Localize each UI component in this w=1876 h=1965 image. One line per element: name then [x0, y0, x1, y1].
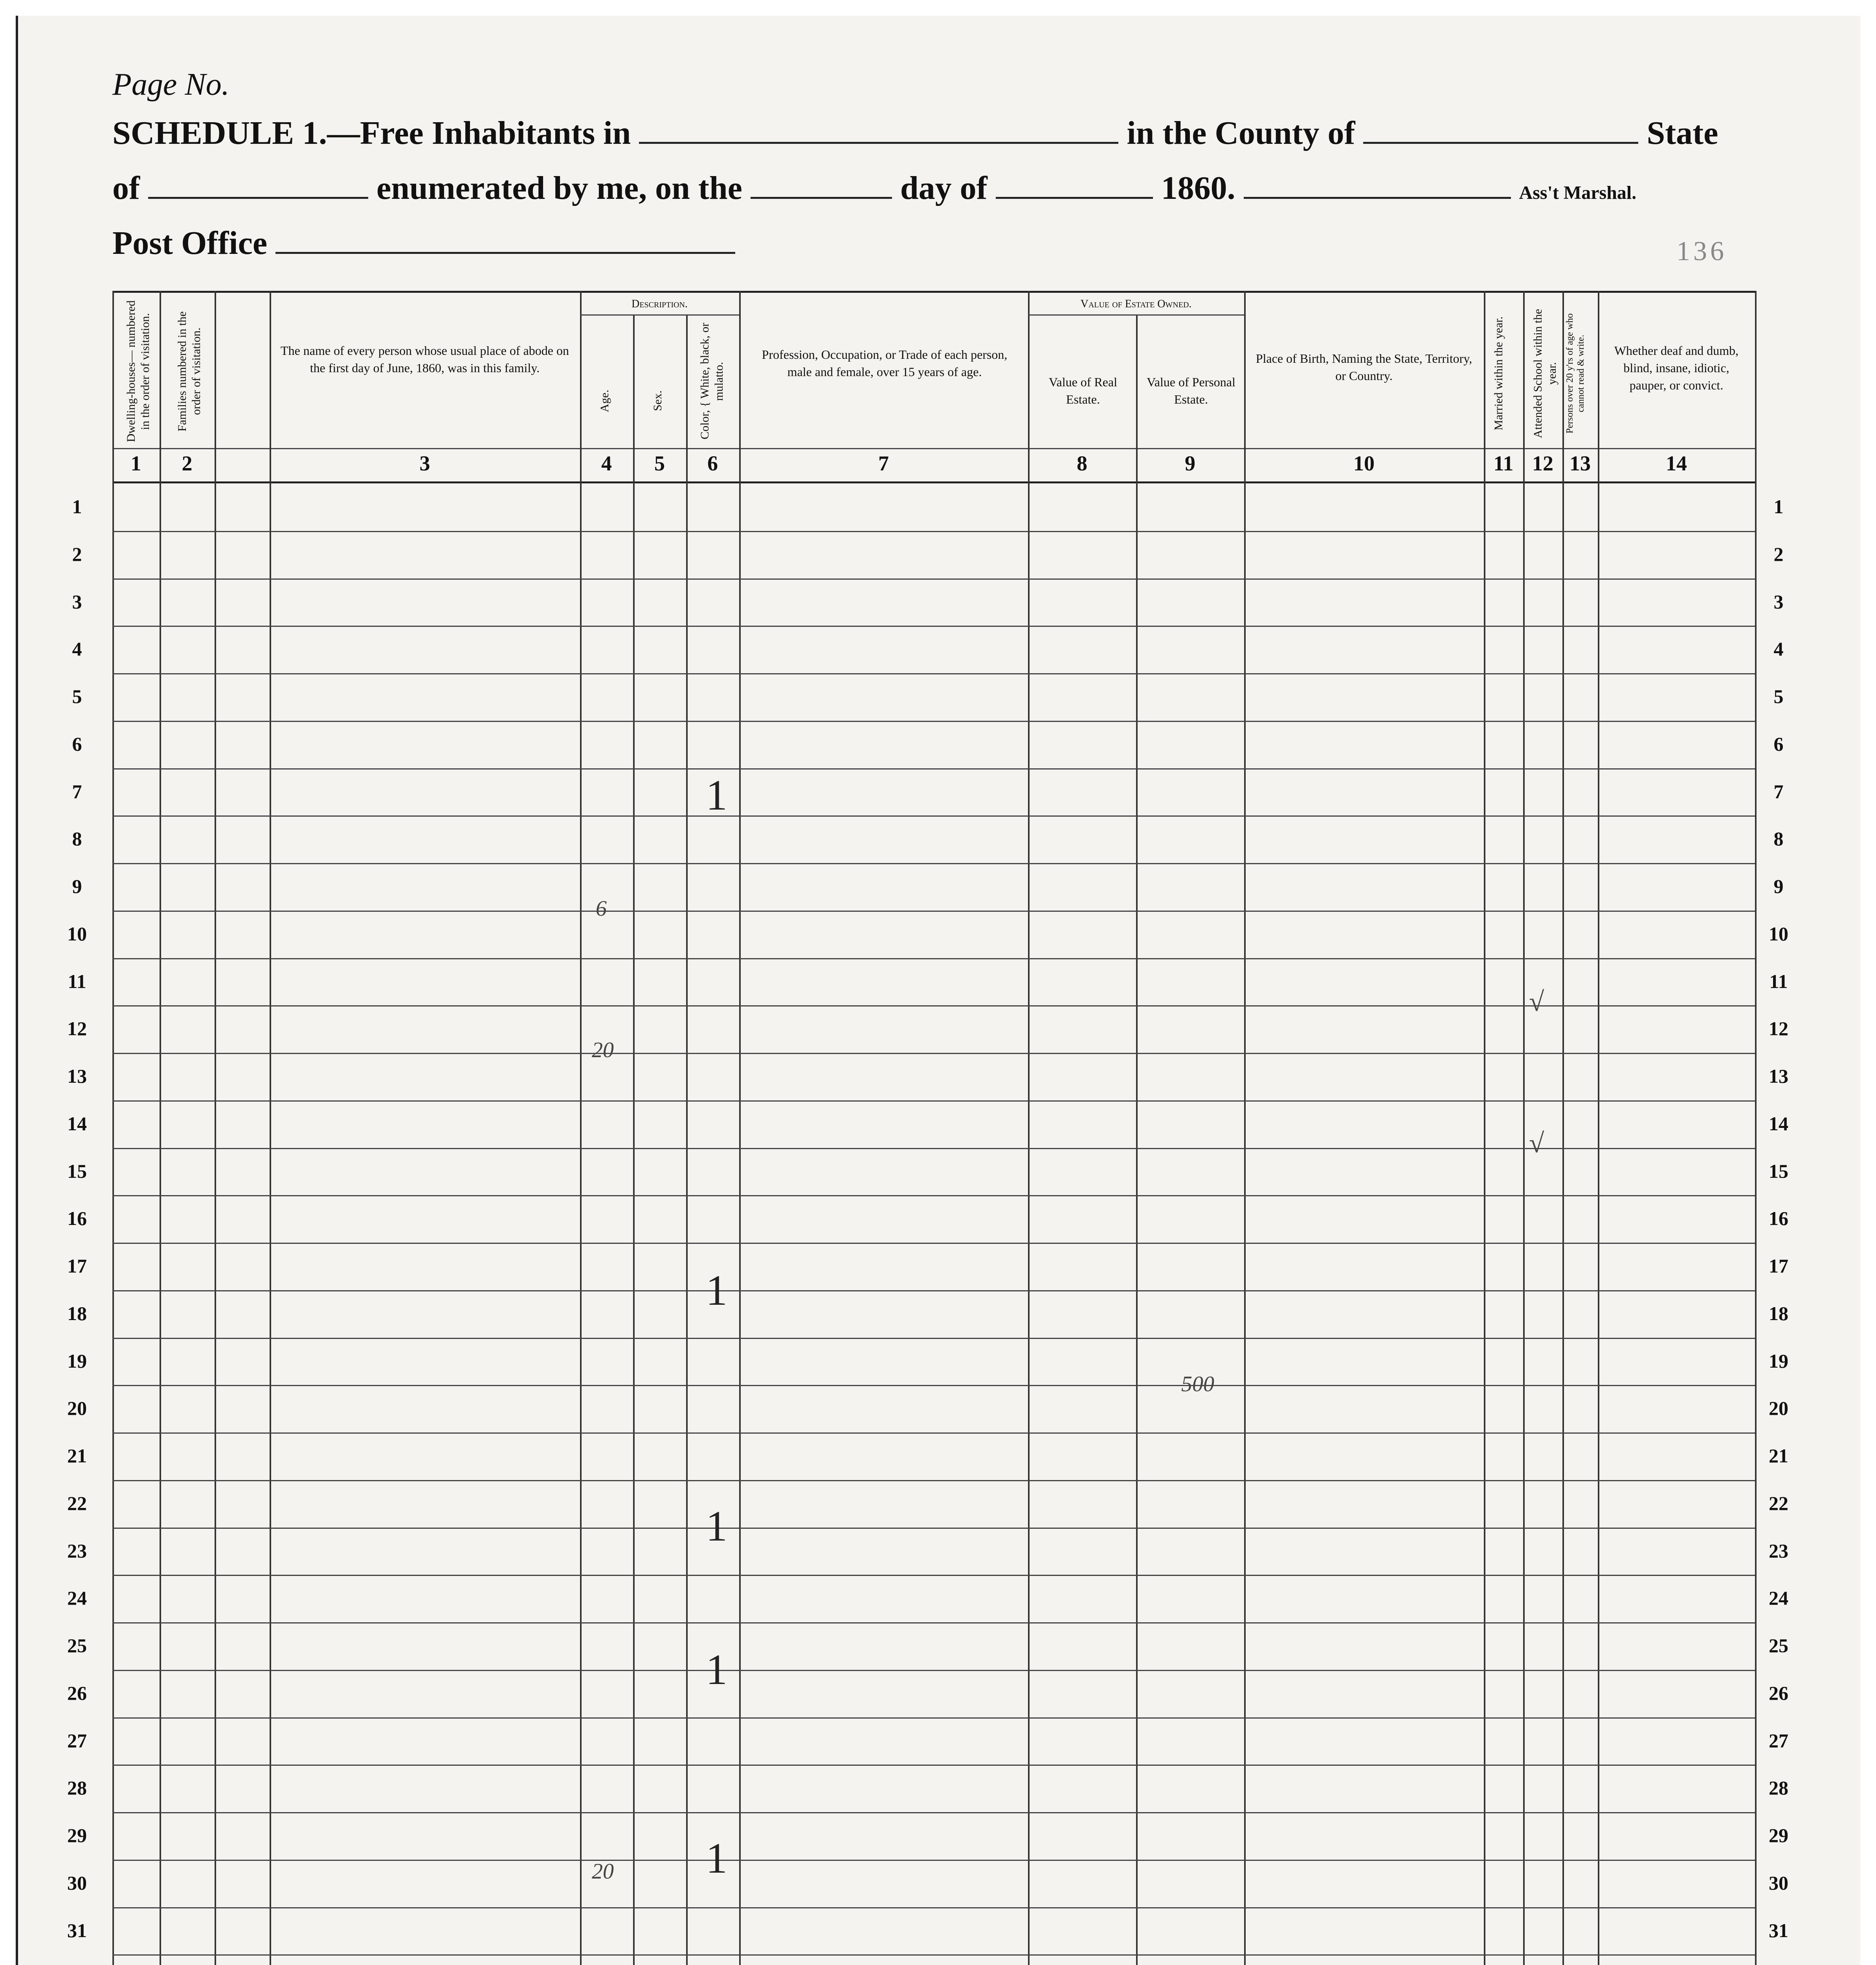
schedule-title: SCHEDULE 1.—Free Inhabitants in — [112, 115, 631, 151]
census-sheet — [16, 16, 1860, 1965]
row-number-right: 1 — [1773, 496, 1784, 518]
table-top-border — [112, 291, 1755, 293]
header-color: Color, { White, black, or mulatto. — [698, 323, 725, 440]
col-line-3 — [270, 291, 271, 1965]
row-number-left: 19 — [67, 1350, 87, 1372]
entry-r12-age[interactable]: 20 — [592, 1038, 614, 1062]
header-married: Married within the year. — [1492, 316, 1505, 430]
col-line-4 — [580, 291, 582, 1965]
page-number-label: Page No. — [112, 67, 229, 102]
row-number-left: 11 — [68, 970, 86, 992]
row-number-left: 29 — [67, 1824, 87, 1846]
row-number-left: 7 — [72, 780, 82, 803]
header-illiterate: Persons over 20 y'rs of age who cannot read & write. — [1565, 313, 1586, 433]
row-number-left: 8 — [72, 828, 82, 850]
colnum-1: 1 — [130, 452, 141, 475]
row-number-left: 17 — [67, 1255, 87, 1277]
row-line — [112, 1765, 1755, 1766]
header-dwelling: Dwelling-houses— numbered in the order of visitation. — [125, 300, 152, 443]
row-line — [112, 1243, 1755, 1244]
colnum-10: 10 — [1353, 452, 1375, 475]
color-tick-r22: 1 — [706, 1502, 727, 1550]
row-number-right: 23 — [1769, 1539, 1788, 1562]
row-number-left: 15 — [67, 1160, 87, 1182]
row-number-left: 18 — [67, 1302, 87, 1324]
entry-r9-age[interactable]: 6 — [596, 896, 607, 921]
col-line-12 — [1523, 291, 1525, 1965]
col-line-8 — [1028, 291, 1030, 1965]
colnum-12: 12 — [1532, 452, 1553, 475]
row-line — [112, 1575, 1755, 1576]
row-line — [112, 531, 1755, 532]
color-tick-r7: 1 — [706, 771, 727, 819]
row-line — [112, 626, 1755, 627]
colnum-4: 4 — [601, 452, 612, 475]
row-number-left: 28 — [67, 1777, 87, 1799]
serial-number: 136 — [1676, 236, 1727, 266]
row-line — [112, 1290, 1755, 1291]
header-real-estate: Value of Real Estate. — [1048, 375, 1118, 406]
color-tick-r25: 1 — [706, 1645, 727, 1693]
row-line — [112, 815, 1755, 817]
row-number-right: 15 — [1769, 1160, 1788, 1182]
row-number-left: 13 — [67, 1065, 87, 1087]
colnum-14: 14 — [1666, 452, 1687, 475]
row-line — [112, 1432, 1755, 1434]
row-number-right: 28 — [1769, 1777, 1788, 1799]
row-number-left: 30 — [67, 1871, 87, 1894]
row-number-right: 20 — [1769, 1397, 1788, 1420]
row-line — [112, 1195, 1755, 1196]
row-number-left: 14 — [67, 1112, 87, 1135]
row-line — [112, 1100, 1755, 1102]
header-family: Families numbered in the order of visitation. — [176, 311, 203, 432]
row-number-right: 17 — [1769, 1255, 1788, 1277]
row-number-left: 10 — [67, 922, 87, 945]
row-number-right: 12 — [1769, 1017, 1788, 1040]
row-line — [112, 1385, 1755, 1386]
row-line — [112, 1528, 1755, 1529]
row-number-left: 21 — [67, 1445, 87, 1467]
header-sex: Sex. — [651, 390, 664, 411]
row-number-left: 12 — [67, 1017, 87, 1040]
col-line-13 — [1562, 291, 1564, 1965]
row-number-right: 8 — [1773, 828, 1784, 850]
row-number-right: 6 — [1773, 733, 1784, 755]
row-number-right: 18 — [1769, 1302, 1788, 1324]
row-number-left: 5 — [72, 685, 82, 707]
colnum-5: 5 — [654, 452, 665, 475]
row-line — [112, 863, 1755, 864]
row-number-right: 21 — [1769, 1445, 1788, 1467]
row-number-right: 5 — [1773, 685, 1784, 707]
row-number-left: 9 — [72, 875, 82, 897]
day-of-label: day of — [900, 170, 988, 206]
col-line-2 — [215, 291, 216, 1965]
row-line — [112, 578, 1755, 580]
header-bottom-border — [112, 448, 1755, 449]
row-line — [112, 1622, 1755, 1623]
row-number-right: 19 — [1769, 1350, 1788, 1372]
row-number-left: 27 — [67, 1729, 87, 1752]
row-number-left: 4 — [72, 638, 82, 660]
header-personal-estate: Value of Personal Estate. — [1147, 375, 1235, 406]
row-number-left: 20 — [67, 1397, 87, 1420]
row-number-right: 16 — [1769, 1207, 1788, 1230]
post-office-label: Post Office — [112, 225, 268, 261]
row-number-left: 6 — [72, 733, 82, 755]
row-line — [112, 1860, 1755, 1861]
col-line-11 — [1484, 291, 1485, 1965]
row-line — [112, 768, 1755, 769]
row-number-left: 31 — [67, 1919, 87, 1941]
row-number-right: 27 — [1769, 1729, 1788, 1752]
row-number-right: 3 — [1773, 590, 1784, 613]
row-number-left: 16 — [67, 1207, 87, 1230]
row-number-right: 7 — [1773, 780, 1784, 803]
colnum-2: 2 — [182, 452, 193, 475]
row-line — [112, 1717, 1755, 1719]
row-line — [112, 1148, 1755, 1149]
row-number-right: 13 — [1769, 1065, 1788, 1087]
row-line — [112, 721, 1755, 722]
school-check-r11: √ — [1529, 987, 1544, 1017]
colnum-6: 6 — [707, 452, 718, 475]
marshal-label: Ass't Marshal. — [1519, 182, 1637, 203]
colnum-8: 8 — [1077, 452, 1087, 475]
row-number-left: 23 — [67, 1539, 87, 1562]
row-line — [112, 1480, 1755, 1481]
col-line-1 — [160, 291, 161, 1965]
colnum-13: 13 — [1569, 452, 1591, 475]
col-line-0 — [112, 291, 114, 1965]
row-number-left: 26 — [67, 1682, 87, 1704]
row-number-right: 24 — [1769, 1587, 1788, 1609]
color-tick-r17: 1 — [706, 1266, 727, 1314]
row-line — [112, 1670, 1755, 1671]
colnum-3: 3 — [419, 452, 430, 475]
col-line-10 — [1244, 291, 1246, 1965]
row-number-left: 1 — [72, 496, 82, 518]
census-table — [18, 16, 1863, 1965]
column-number-border — [112, 481, 1755, 483]
description-group-header: Description. — [631, 298, 688, 310]
of-label: of — [112, 170, 140, 206]
row-number-right: 4 — [1773, 638, 1784, 660]
enumerated-label: enumerated by me, on the — [376, 170, 742, 206]
row-line — [112, 1907, 1755, 1908]
header-occupation: Profession, Occupation, or Trade of each person, male and female, over 15 years of age. — [762, 347, 1008, 379]
row-number-right: 26 — [1769, 1682, 1788, 1704]
state-label: State — [1647, 115, 1718, 151]
row-number-left: 22 — [67, 1492, 87, 1514]
row-line — [112, 673, 1755, 674]
col-line-15 — [1755, 291, 1757, 1965]
row-number-left: 3 — [72, 590, 82, 613]
row-number-right: 31 — [1769, 1919, 1788, 1941]
col-line-7 — [739, 291, 741, 1965]
row-line — [112, 1005, 1755, 1006]
row-number-right: 9 — [1773, 875, 1784, 897]
row-line — [112, 911, 1755, 912]
header-birthplace: Place of Birth, Naming the State, Territory, or Country. — [1256, 351, 1472, 383]
row-line — [112, 1053, 1755, 1054]
row-line — [112, 958, 1755, 959]
row-number-right: 11 — [1769, 970, 1788, 992]
school-check-r14: √ — [1529, 1128, 1544, 1159]
year-label: 1860. — [1161, 170, 1235, 206]
row-number-left: 2 — [72, 543, 82, 565]
row-line — [112, 1954, 1755, 1956]
entry-r23-age[interactable]: 20 — [592, 1859, 614, 1884]
estate-group-header: Value of Estate Owned. — [1080, 298, 1192, 310]
estate-group-line — [1028, 314, 1244, 316]
row-number-right: 14 — [1769, 1112, 1788, 1135]
row-number-right: 29 — [1769, 1824, 1788, 1846]
description-group-line — [580, 314, 739, 316]
row-number-right: 10 — [1769, 922, 1788, 945]
county-label: in the County of — [1127, 115, 1355, 151]
row-number-right: 30 — [1769, 1871, 1788, 1894]
row-number-left: 25 — [67, 1634, 87, 1656]
col-line-14 — [1598, 291, 1599, 1965]
row-number-right: 2 — [1773, 543, 1784, 565]
row-line — [112, 1812, 1755, 1813]
header-school: Attended School within the year. — [1531, 309, 1558, 438]
header-condition: Whether deaf and dumb, blind, insane, idiotic, pauper, or convict. — [1614, 343, 1739, 392]
colnum-7: 7 — [878, 452, 889, 475]
color-tick-r29: 1 — [706, 1834, 727, 1882]
row-number-right: 22 — [1769, 1492, 1788, 1514]
entry-r19-personal-estate[interactable]: 500 — [1181, 1372, 1214, 1396]
colnum-9: 9 — [1185, 452, 1195, 475]
row-number-right: 25 — [1769, 1634, 1788, 1656]
row-number-left: 24 — [67, 1587, 87, 1609]
colnum-11: 11 — [1493, 452, 1514, 475]
header-name: The name of every person whose usual place of abode on the first day of June, 1860, was in this family. — [281, 343, 569, 375]
row-line — [112, 1338, 1755, 1339]
header-age: Age. — [598, 389, 611, 412]
